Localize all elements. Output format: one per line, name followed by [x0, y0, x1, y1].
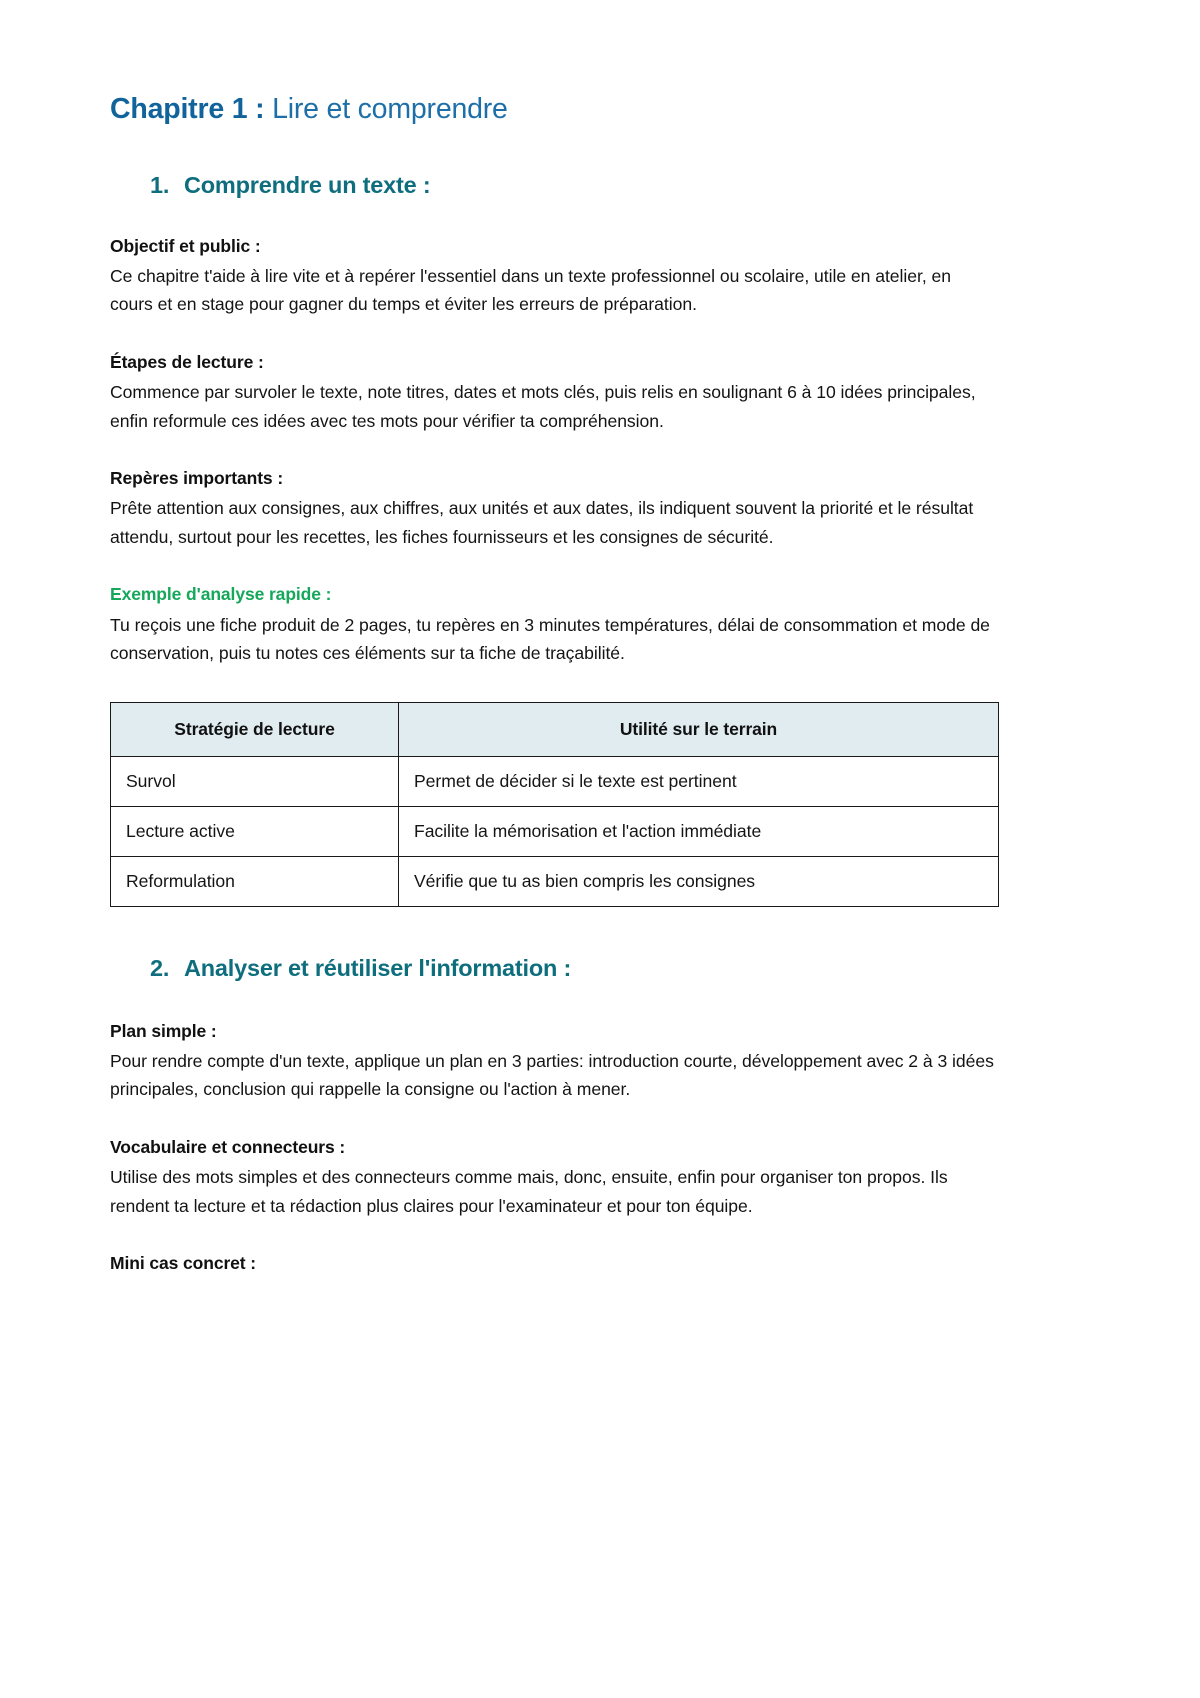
section-title-1: Comprendre un texte :: [184, 171, 431, 198]
table-header-strategie: Stratégie de lecture: [111, 702, 399, 756]
page-title: [110, 92, 998, 128]
table-cell-strategie: [111, 856, 399, 906]
table-cell-utilite: [399, 756, 999, 806]
table-header-utilite: Utilité sur le terrain: [399, 702, 999, 756]
strategy-table: [110, 702, 999, 907]
text-block-reperes: [110, 465, 998, 551]
table-row: [111, 756, 999, 806]
table-row: [111, 856, 999, 906]
strategy-table-body: [111, 756, 999, 906]
block-title-reperes: Repères importants :: [110, 468, 284, 489]
strategy-table-head: [111, 702, 999, 756]
block-title-vocabulaire: Vocabulaire et connecteurs :: [110, 1136, 346, 1157]
table-cell-utilite: [399, 806, 999, 856]
table-cell-text: Reformulation: [126, 870, 235, 891]
page-title-lead: Chapitre 1 :: [110, 93, 265, 125]
document-content: [110, 92, 998, 1279]
text-block-etapes: [110, 349, 998, 435]
block-body-plan-simple: Pour rendre compte d'un texte, applique un plan en 3 parties: introduction courte, développement avec 2 à 3 idées principales, conclusion qui rappelle la consigne ou l'action à mener.: [110, 1050, 994, 1100]
table-cell-strategie: [111, 806, 399, 856]
section-title-2: Analyser et réutiliser l'information :: [184, 954, 572, 981]
table-cell-utilite: [399, 856, 999, 906]
text-block-exemple: [110, 581, 998, 667]
table-cell-text: Facilite la mémorisation et l'action immédiate: [414, 820, 762, 841]
block-body-exemple: Tu reçois une fiche produit de 2 pages, tu repères en 3 minutes températures, délai de consommation et mode de conservation, puis tu notes ces éléments sur ta fiche de traçabilité.: [110, 614, 990, 664]
block-body-etapes: Commence par survoler le texte, note titres, dates et mots clés, puis relis en soulignant 6 à 10 idées principales, enfin reformule ces idées avec tes mots pour vérifier ta compréhension.: [110, 382, 976, 431]
block-title-etapes: Étapes de lecture :: [110, 351, 264, 372]
table-cell-text: Lecture active: [126, 820, 235, 841]
section-number-1: 1.: [150, 171, 170, 198]
block-title-objectif: Objectif et public :: [110, 235, 261, 256]
block-body-reperes: Prête attention aux consignes, aux chiffres, aux unités et aux dates, ils indiquent souvent la priorité et le résultat attendu, surtout pour les recettes, les fiches fournisseurs et les consignes de sécurité.: [110, 498, 974, 547]
block-body-objectif: Ce chapitre t'aide à lire vite et à repérer l'essentiel dans un texte professionnel ou scolaire, utile en atelier, en cours et en stage pour gagner du temps et éviter les erreurs de préparation.: [110, 265, 951, 315]
section-heading-2: [110, 955, 998, 982]
table-row: [111, 806, 999, 856]
block-body-vocabulaire: Utilise des mots simples et des connecteurs comme mais, donc, ensuite, enfin pour organiser ton propos. Ils rendent ta lecture et ta rédaction plus claires pour l'examinateur et pour ton équipe.: [110, 1167, 948, 1216]
table-cell-text: Permet de décider si le texte est pertinent: [414, 770, 737, 791]
text-block-plan-simple: [110, 1018, 998, 1104]
table-cell-strategie: [111, 756, 399, 806]
block-title-exemple: Exemple d'analyse rapide :: [110, 584, 332, 605]
text-block-vocabulaire: [110, 1134, 998, 1220]
section-number-2: 2.: [150, 954, 170, 981]
table-header-row: [111, 702, 999, 756]
section-heading-1: [110, 172, 998, 199]
page-title-rest: Lire et comprendre: [264, 93, 508, 125]
table-cell-text: Vérifie que tu as bien compris les consignes: [414, 870, 756, 891]
table-cell-text: Survol: [126, 770, 176, 791]
block-title-mini-cas: Mini cas concret :: [110, 1253, 257, 1274]
text-block-mini-cas: [110, 1250, 998, 1276]
block-title-plan-simple: Plan simple :: [110, 1020, 217, 1041]
text-block-objectif: [110, 233, 998, 319]
